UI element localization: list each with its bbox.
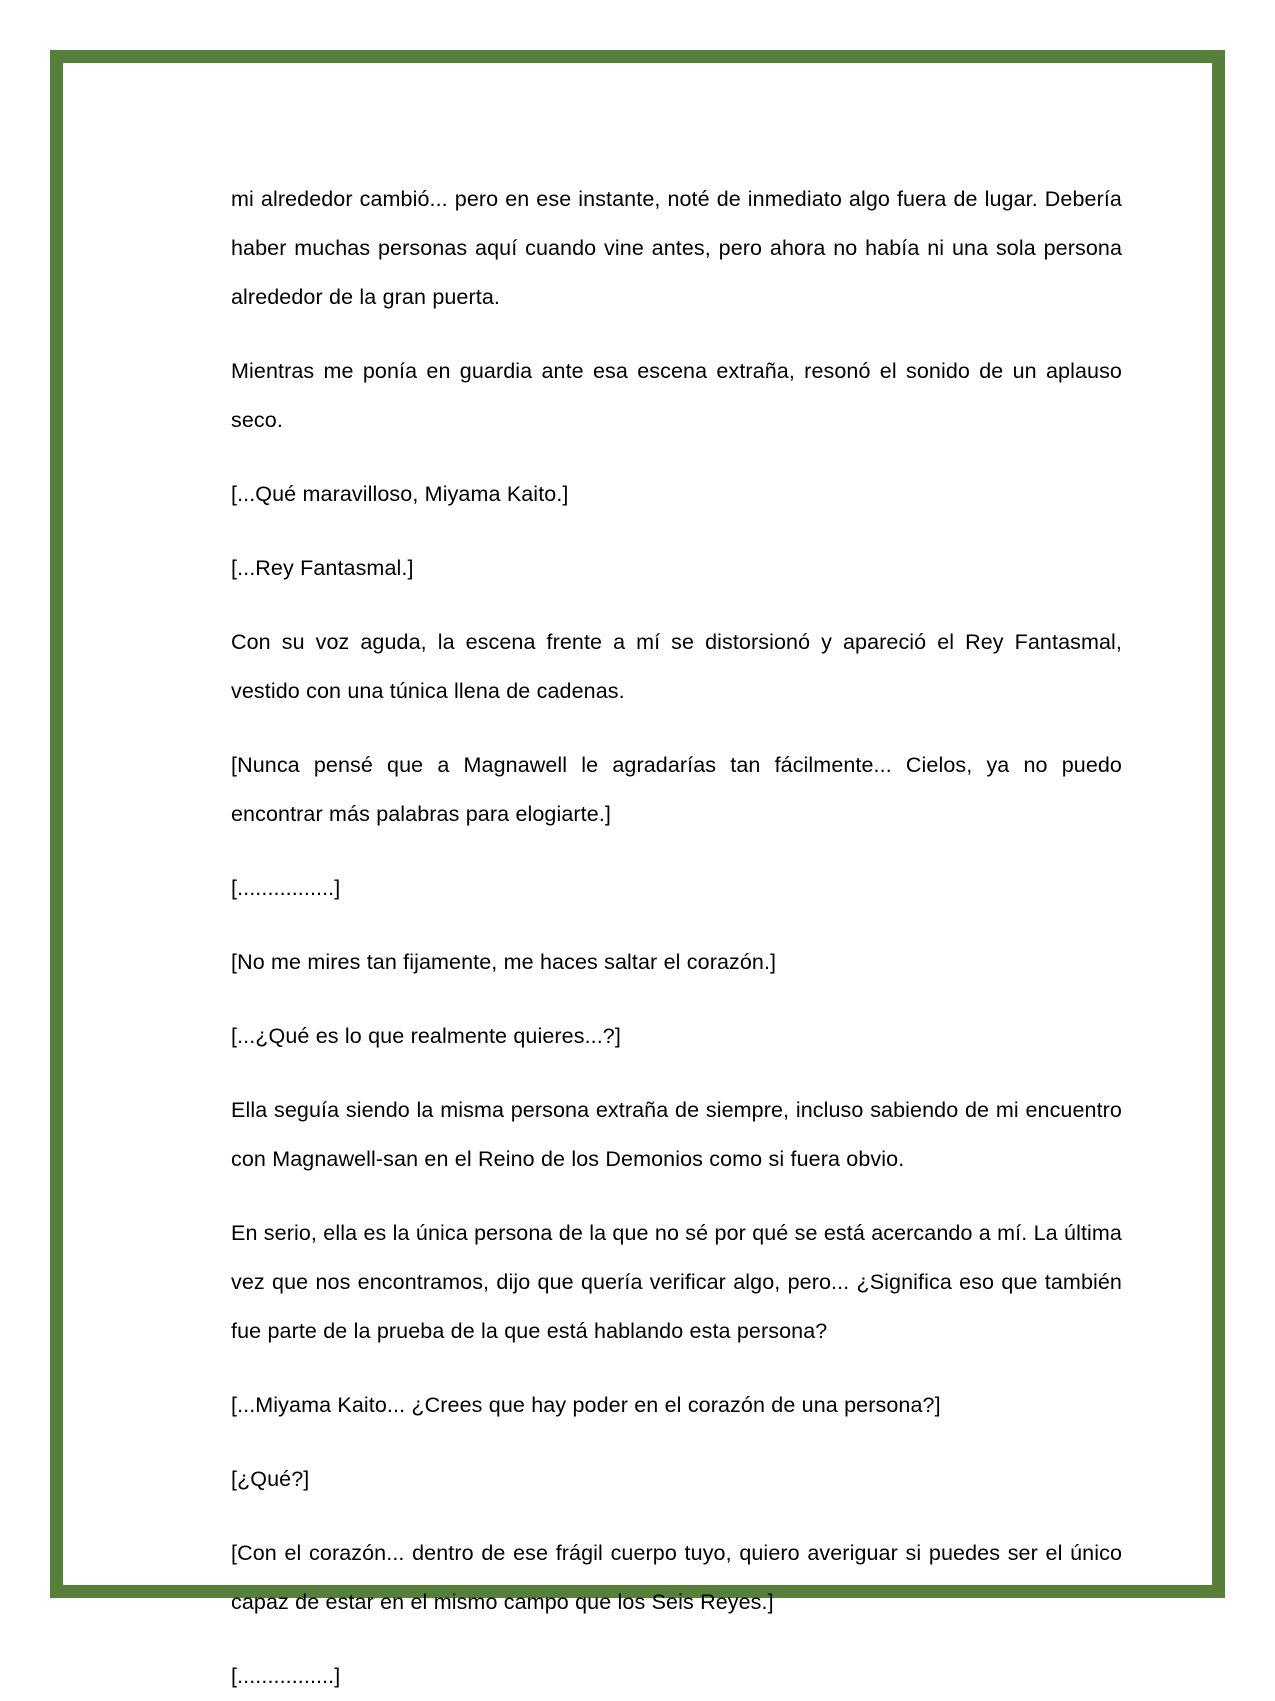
dialogue-line: [...Miyama Kaito... ¿Crees que hay poder en el corazón de una persona?] [231, 1393, 941, 1417]
dialogue-line: [...Qué maravilloso, Miyama Kaito.] [231, 482, 569, 506]
dialogue-line: [¿Qué?] [231, 1467, 310, 1491]
document-body [231, 175, 1122, 1701]
page-border-frame [50, 50, 1225, 1688]
ellipsis-line: [................] [231, 876, 341, 900]
paragraph: En serio, ella es la única persona de la que no sé por qué se está acercando a mí. La última vez que nos encontramos, dijo que quería verificar algo, pero... ¿Significa eso que también fue parte de la prueba de la que está hablando esta persona? [231, 1221, 1122, 1343]
dialogue-line: [...Rey Fantasmal.] [231, 556, 414, 580]
ellipsis-line: [................] [231, 1664, 341, 1688]
dialogue-line: [Nunca pensé que a Magnawell le agradarías tan fácilmente... Cielos, ya no puedo encontrar más palabras para elogiarte.] [231, 753, 1122, 826]
dialogue-line: [Con el corazón... dentro de ese frágil cuerpo tuyo, quiero averiguar si puedes ser el único capaz de estar en el mismo campo que los Seis Reyes.] [231, 1541, 1122, 1614]
paragraph: Mientras me ponía en guardia ante esa escena extraña, resonó el sonido de un aplauso seco. [231, 359, 1122, 432]
dialogue-line: [...¿Qué es lo que realmente quieres...?] [231, 1024, 621, 1048]
paragraph: mi alrededor cambió... pero en ese instante, noté de inmediato algo fuera de lugar. Debería haber muchas personas aquí cuando vine antes, pero ahora no había ni una sola persona alrededor de la gran puerta. [231, 187, 1122, 309]
paragraph: Ella seguía siendo la misma persona extraña de siempre, incluso sabiendo de mi encuentro con Magnawell-san en el Reino de los Demonios como si fuera obvio. [231, 1098, 1122, 1171]
dialogue-line: [No me mires tan fijamente, me haces saltar el corazón.] [231, 950, 777, 974]
paragraph: Con su voz aguda, la escena frente a mí se distorsionó y apareció el Rey Fantasmal, vestido con una túnica llena de cadenas. [231, 630, 1122, 703]
